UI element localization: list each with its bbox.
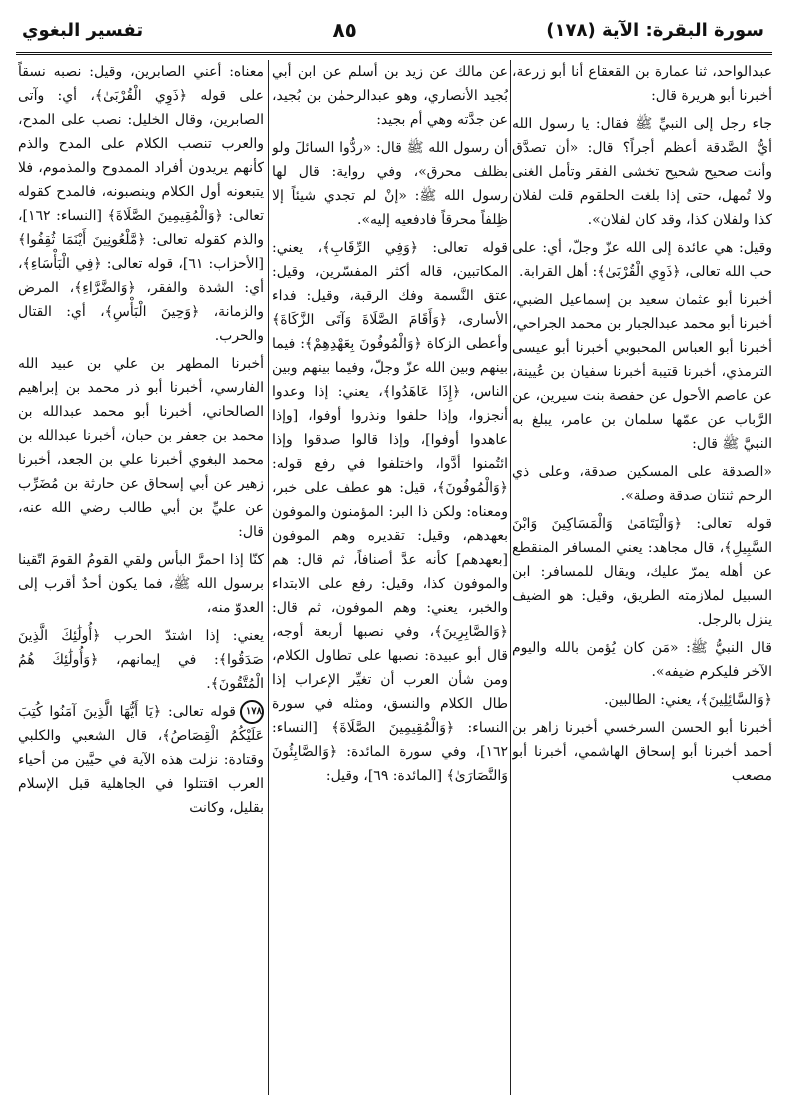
- header-divider: [16, 52, 772, 55]
- page-number: ٨٥: [332, 18, 357, 42]
- paragraph: عن مالك عن زيد بن أسلم عن ابن أبي بُجيد الأنصاري، وهو عبدالرحمٰن بن بُجيد، عن جدَّته وهي أم بجيد:: [272, 64, 508, 128]
- paragraph: قوله تعالى: ﴿وَالْيَتَامَىٰ وَالْمَسَاكِينَ وَابْنَ السَّبِيلِ﴾، قال مجاهد: يعني المسافر المنقطع عن أهله يمرّ عليك، ويقال للمسافر: ابن السبيل لملازمته الطريق، وقيل: هو الضيف ينزل بالرجل.: [512, 516, 772, 628]
- paragraph: جاء رجل إلى النبيِّ ﷺ فقال: يا رسول الله أيُّ الصَّدقة أعظم أجراً؟ قال: «أن تصدَّق وأنت صحيح شحيح تخشى الفقر وتأمل الغنى ولا تُمهل، حتى إذا بلغت الحلقوم قلت لفلان كذا ولفلان كذا، وقد كان لفلان».: [512, 116, 772, 228]
- column-divider-right: [510, 60, 511, 1095]
- paragraph: أخبرنا المطهر بن علي بن عبيد الله الفارسي، أخبرنا أبو ذر محمد بن إبراهيم الصالحاني، أخبرنا أبو محمد عبدالله بن محمد بن جعفر بن حبان، أخبرنا عبدالله بن محمد البغوي أخبرنا علي بن الجعد، أخبرنا زهير عن أبي إسحاق عن حارثة بن مُضَرِّب عن عليِّ بن أبي طالب رضي الله عنه، قال:: [18, 356, 264, 540]
- middle-column: [272, 60, 508, 1095]
- paragraph: أخبرنا أبو الحسن السرخسي أخبرنا زاهر بن أحمد أخبرنا أبو إسحاق الهاشمي، أخبرنا أبو مصعب: [512, 720, 772, 784]
- paragraph: «الصدقة على المسكين صدقة، وعلى ذي الرحم ثنتان صدقة وصلة».: [512, 464, 772, 504]
- paragraph: كنّا إذا احمرَّ البأس ولقي القومُ القومَ اتّقينا برسول الله ﷺ، فما يكون أحدٌ أقرب إلى العدوّ منه،: [18, 552, 264, 616]
- column-divider-left: [268, 60, 269, 1095]
- paragraph: قال النبيُّ ﷺ: «مَن كان يُؤمن بالله واليوم الآخر فليكرم ضيفه».: [512, 640, 772, 680]
- verse-number-badge: ١٧٨: [240, 700, 264, 724]
- paragraph: قوله تعالى: ﴿وَفِي الرِّقَابِ﴾، يعني: المكاتبين، قاله أكثر المفسّرين، وقيل: عتق النَّسمة وفك الرقبة، وقيل: فداء الأسارى، ﴿وَأَقَامَ الصَّلَاةَ وَآتَى الزَّكَاةَ﴾ وأعطى الزكاة ﴿وَالْمُوفُونَ بِعَهْدِهِمْ﴾: فيما بينهم وبين الله عزّ وجلّ، وفيما بينهم وبين الناس، ﴿إِذَا عَاهَدُوا﴾، يعني: إذا وعدوا أنجزوا، وإذا حلفوا ونذروا أوفوا، [وإذا عاهدوا أوفوا]، وإذا قالوا صدقوا وإذا ائتُمنوا أدَّوا، واختلفوا في رفع قوله: ﴿وَالْمُوفُونَ﴾، قيل: هو عطف على خبر، ومعناه: ولكن ذا البر: المؤمنون والموفون بعهدهم، وقيل: تقديره وهم الموفون [بعهدهم] كأنه عدَّ أصنافاً، ثم قال: هم والموفون كذا، وقيل: رفع على الابتداء والخبر، يعني: وهم الموفون، ثم قال: ﴿وَالصَّابِرِينَ﴾، وفي نصبها أربعة أوجه، قال أبو عبيدة: نصبها على تطاول الكلام، ومن شأن العرب أن تغيِّر الإعراب إذا طال الكلام والنسق، ومثله في سورة النساء: ﴿وَالْمُقِيمِينَ الصَّلَاةَ﴾ [النساء: ١٦٢]، وفي سورة المائدة: ﴿وَالصَّابِئُونَ وَالنَّصَارَىٰ﴾ [المائدة: ٦٩]، وقيل:: [272, 240, 508, 784]
- paragraph: عبدالواحد، ثنا عمارة بن القعقاع أنا أبو زرعة، أخبرنا أبو هريرة قال:: [512, 64, 772, 104]
- paragraph: أن رسول الله ﷺ قال: «ردُّوا السائلَ ولو بظلف محرق»، وفي رواية: قال لها رسول الله ﷺ: «إنْ لم تجدي شيئاً إلا ظِلفاً محرقاً فادفعيه إليه».: [272, 140, 508, 228]
- paragraph: يعني: إذا اشتدّ الحرب ﴿أُولَٰئِكَ الَّذِينَ صَدَقُوا﴾: في إيمانهم، ﴿وَأُولَٰئِكَ هُمُ الْمُتَّقُونَ﴾.: [18, 628, 264, 692]
- left-column: [18, 60, 264, 1095]
- paragraph-text: قوله تعالى: ﴿يَا أَيُّهَا الَّذِينَ آمَنُوا كُتِبَ عَلَيْكُمُ الْقِصَاصُ﴾، قال الشعبي والكلبي وقتادة: نزلت هذه الآية في حيَّين من أحياء العرب اقتتلوا في الجاهلية قبل الإسلام بقليل، وكانت: [18, 704, 264, 816]
- book-title: تفسير البغوي: [22, 19, 144, 41]
- paragraph: وقيل: هي عائدة إلى الله عزّ وجلّ، أي: على حب الله تعالى، ﴿ذَوِي الْقُرْبَىٰ﴾: أهل القرابة.: [512, 240, 772, 280]
- paragraph: أخبرنا أبو عثمان سعيد بن إسماعيل الضبي، أخبرنا أبو محمد عبدالجبار بن محمد الجراحي، أخبرنا أبو العباس المحبوبي أخبرنا أبو عيسى الترمذي، أخبرنا قتيبة أخبرنا سفيان بن عُيينة، عن عاصم الأحول عن حفصة بنت سيرين، عن الرَّباب عن عمّها سلمان بن عامر، يبلغ به النبيَّ ﷺ قال:: [512, 292, 772, 452]
- surah-title: سورة البقرة: الآية (١٧٨): [546, 19, 764, 41]
- page-header: [16, 10, 772, 50]
- right-column: [512, 60, 772, 1095]
- paragraph-with-verse-marker: [18, 700, 264, 820]
- paragraph: ﴿وَالسَّائِلِينَ﴾، يعني: الطالبين.: [604, 692, 772, 708]
- paragraph: معناه: أعني الصابرين، وقيل: نصبه نسقاً على قوله ﴿ذَوِي الْقُرْبَىٰ﴾، أي: وآتى الصابرين، وقال الخليل: نصب على المدح، والعرب تنصب الكلام على المدح والذم كأنهم يريدون أفراد الممدوح والمذموم، فلا يتبعونه أول الكلام وينصبونه، فالمدح كقوله تعالى: ﴿وَالْمُقِيمِينَ الصَّلَاةَ﴾ [النساء: ١٦٢]، والذم كقوله تعالى: ﴿مَّلْعُونِينَ أَيْنَمَا ثُقِفُوا﴾ [الأحزاب: ٦١]، قوله تعالى: ﴿فِي الْبَأْسَاءِ﴾، أي: الشدة والفقر، ﴿وَالضَّرَّاءِ﴾، المرض والزمانة، ﴿وَحِينَ الْبَأْسِ﴾، أي: القتال والحرب.: [18, 64, 264, 344]
